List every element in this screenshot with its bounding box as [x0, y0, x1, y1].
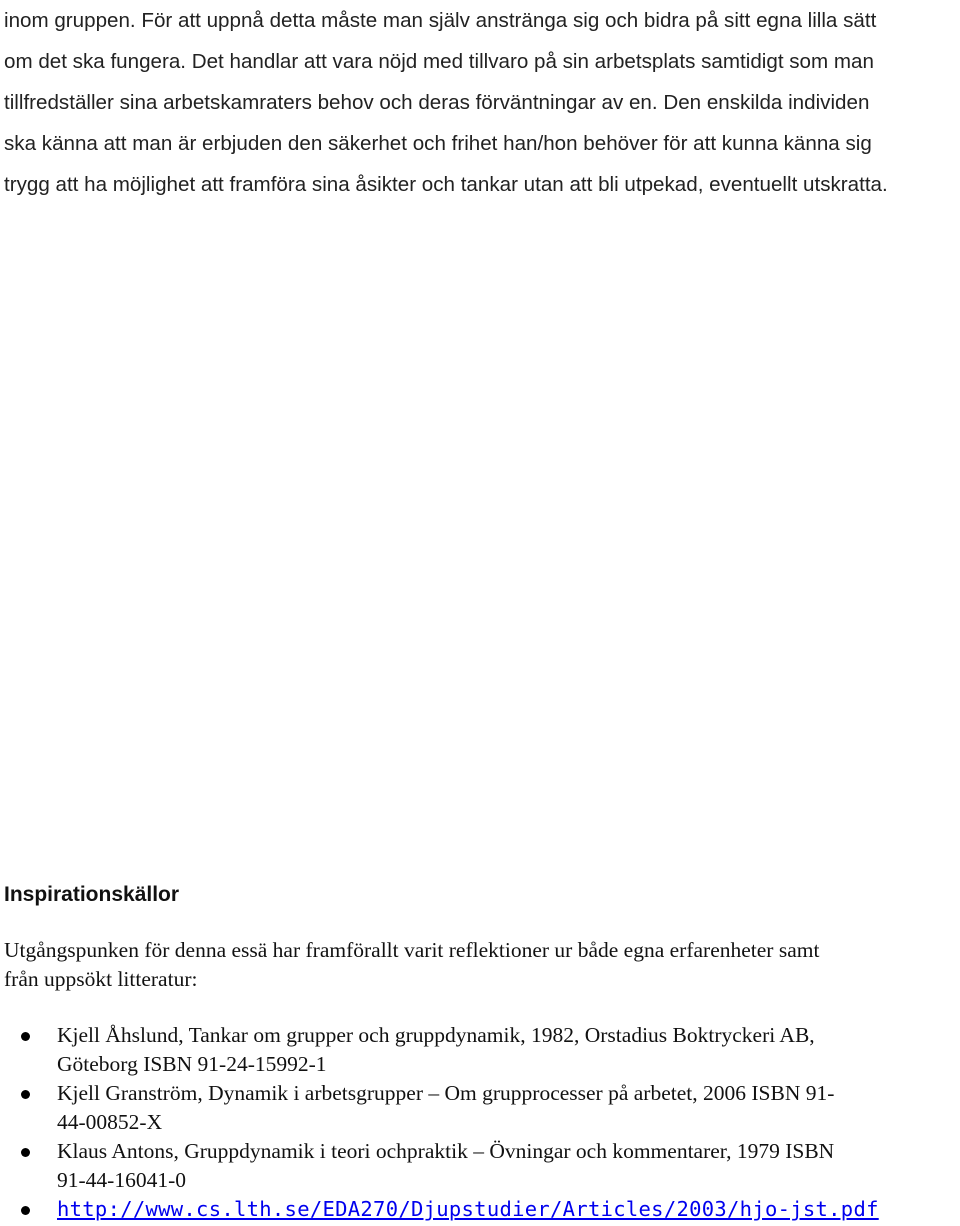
section-intro — [4, 936, 954, 993]
reference-item-link — [0, 1195, 960, 1224]
bullet-icon — [21, 1148, 30, 1157]
reference-line: 44-00852-X — [57, 1110, 163, 1134]
reference-item — [0, 1137, 960, 1195]
reference-link[interactable]: http://www.cs.lth.se/EDA270/Djupstudier/Articles/2003/hjo-jst.pdf — [57, 1197, 879, 1221]
reference-line: Klaus Antons, Gruppdynamik i teori ochpraktik – Övningar och kommentarer, 1979 ISBN — [57, 1139, 835, 1163]
reference-line: Göteborg ISBN 91-24-15992-1 — [57, 1052, 327, 1076]
paragraph-line: trygg att ha möjlighet att framföra sina åsikter och tankar utan att bli utpekad, eventuellt utskratta. — [4, 173, 888, 196]
reference-item — [0, 1079, 960, 1137]
paragraph-line: inom gruppen. För att uppnå detta måste man själv anstränga sig och bidra på sitt egna lilla sätt — [4, 9, 877, 32]
reference-line: Kjell Åhslund, Tankar om grupper och gruppdynamik, 1982, Orstadius Boktryckeri AB, — [57, 1023, 815, 1047]
intro-line: från uppsökt litteratur: — [4, 966, 198, 991]
section-heading: Inspirationskällor — [4, 883, 180, 906]
reference-item — [0, 1021, 960, 1079]
paragraph-line: tillfredställer sina arbetskamraters behov och deras förväntningar av en. Den enskilda individen — [4, 91, 870, 114]
reference-list — [0, 1021, 960, 1224]
reference-line: Kjell Granström, Dynamik i arbetsgrupper – Om grupprocesser på arbetet, 2006 ISBN 91- — [57, 1081, 835, 1105]
bullet-icon — [21, 1090, 30, 1099]
body-paragraph — [4, 0, 960, 205]
paragraph-line: om det ska fungera. Det handlar att vara nöjd med tillvaro på sin arbetsplats samtidigt som man — [4, 50, 874, 73]
intro-line: Utgångspunken för denna essä har framförallt varit reflektioner ur både egna erfarenheter samt — [4, 938, 820, 962]
paragraph-line: ska känna att man är erbjuden den säkerhet och frihet han/hon behöver för att kunna känna sig — [4, 132, 872, 155]
reference-line: 91-44-16041-0 — [57, 1168, 186, 1192]
bullet-icon — [21, 1206, 30, 1215]
bullet-icon — [21, 1032, 30, 1041]
